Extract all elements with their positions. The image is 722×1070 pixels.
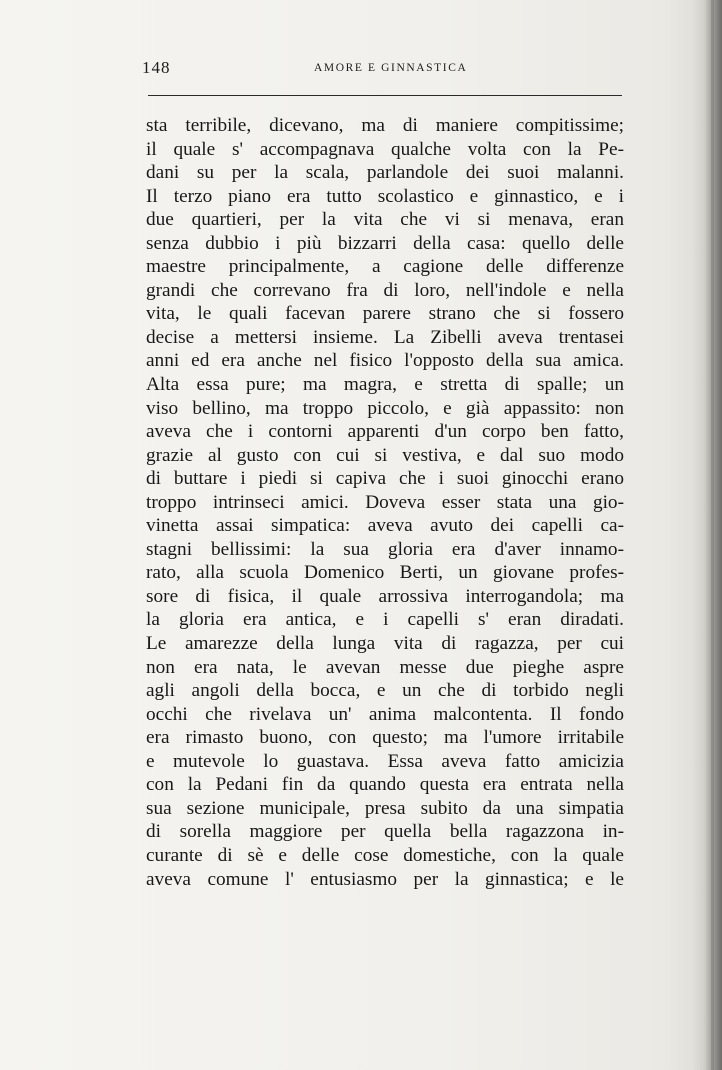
text-line: di sorella maggiore per quella bella ragazzona in- — [146, 821, 624, 843]
text-line: Alta essa pure; ma magra, e stretta di spalle; un — [146, 374, 624, 396]
text-line: era rimasto buono, con questo; ma l'umore irritabile — [146, 727, 624, 749]
text-line: viso bellino, ma troppo piccolo, e già appassito: non — [146, 397, 624, 419]
running-title: AMORE E GINNASTICA — [314, 62, 468, 74]
text-line: Il terzo piano era tutto scolastico e ginnastico, e i — [146, 185, 624, 207]
text-line: la gloria era antica, e i capelli s' eran diradati. — [146, 609, 624, 631]
text-line: sta terribile, dicevano, ma di maniere compitissime; — [146, 115, 624, 136]
text-line: di buttare i piedi si capiva che i suoi ginocchi erano — [146, 468, 624, 490]
text-line: dani su per la scala, parlandole dei suoi malanni. — [146, 162, 624, 184]
text-line: il quale s' accompagnava qualche volta con la Pe- — [146, 138, 624, 160]
page-edge-shadow — [692, 0, 722, 1070]
text-line: grandi che correvano fra di loro, nell'indole e nella — [146, 279, 624, 301]
text-line: troppo intrinseci amici. Doveva esser stata una gio- — [146, 491, 624, 513]
text-line: Le amarezze della lunga vita di ragazza, per cui — [146, 633, 624, 655]
text-line: sua sezione municipale, presa subito da una simpatia — [146, 797, 624, 819]
text-line: occhi che rivelava un' anima malcontenta. Il fondo — [146, 703, 624, 725]
text-line: grazie al gusto con cui si vestiva, e dal suo modo — [146, 444, 624, 466]
text-line: aveva che i contorni apparenti d'un corpo ben fatto, — [146, 421, 624, 443]
text-line: sore di fisica, il quale arrossiva interrogandola; ma — [146, 585, 624, 607]
text-line: non era nata, le avevan messe due pieghe aspre — [146, 656, 624, 678]
text-line: stagni bellissimi: la sua gloria era d'aver innamo- — [146, 538, 624, 560]
text-line: curante di sè e delle cose domestiche, con la quale — [146, 844, 624, 866]
running-head — [142, 58, 622, 80]
text-line: vita, le quali facevan parere strano che si fossero — [146, 303, 624, 325]
text-line: due quartieri, per la vita che vi si menava, eran — [146, 209, 624, 231]
body-text — [146, 114, 624, 891]
header-rule — [148, 95, 622, 96]
text-line: e mutevole lo guastava. Essa aveva fatto amicizia — [146, 750, 624, 772]
page-edge-line — [711, 0, 714, 1070]
text-line: maestre principalmente, a cagione delle differenze — [146, 256, 624, 278]
text-line: agli angoli della bocca, e un che di torbido negli — [146, 680, 624, 702]
text-line: rato, alla scuola Domenico Berti, un giovane profes- — [146, 562, 624, 584]
text-line: senza dubbio i più bizzarri della casa: quello delle — [146, 232, 624, 254]
text-line: con la Pedani fin da quando questa era entrata nella — [146, 774, 624, 796]
text-line: vinetta assai simpatica: aveva avuto dei capelli ca- — [146, 515, 624, 537]
page-number: 148 — [142, 58, 171, 77]
text-line: decise a mettersi insieme. La Zibelli aveva trentasei — [146, 326, 624, 348]
text-line: anni ed era anche nel fisico l'opposto della sua amica. — [146, 350, 624, 372]
text-line: aveva comune l' entusiasmo per la ginnastica; e le — [146, 868, 624, 890]
